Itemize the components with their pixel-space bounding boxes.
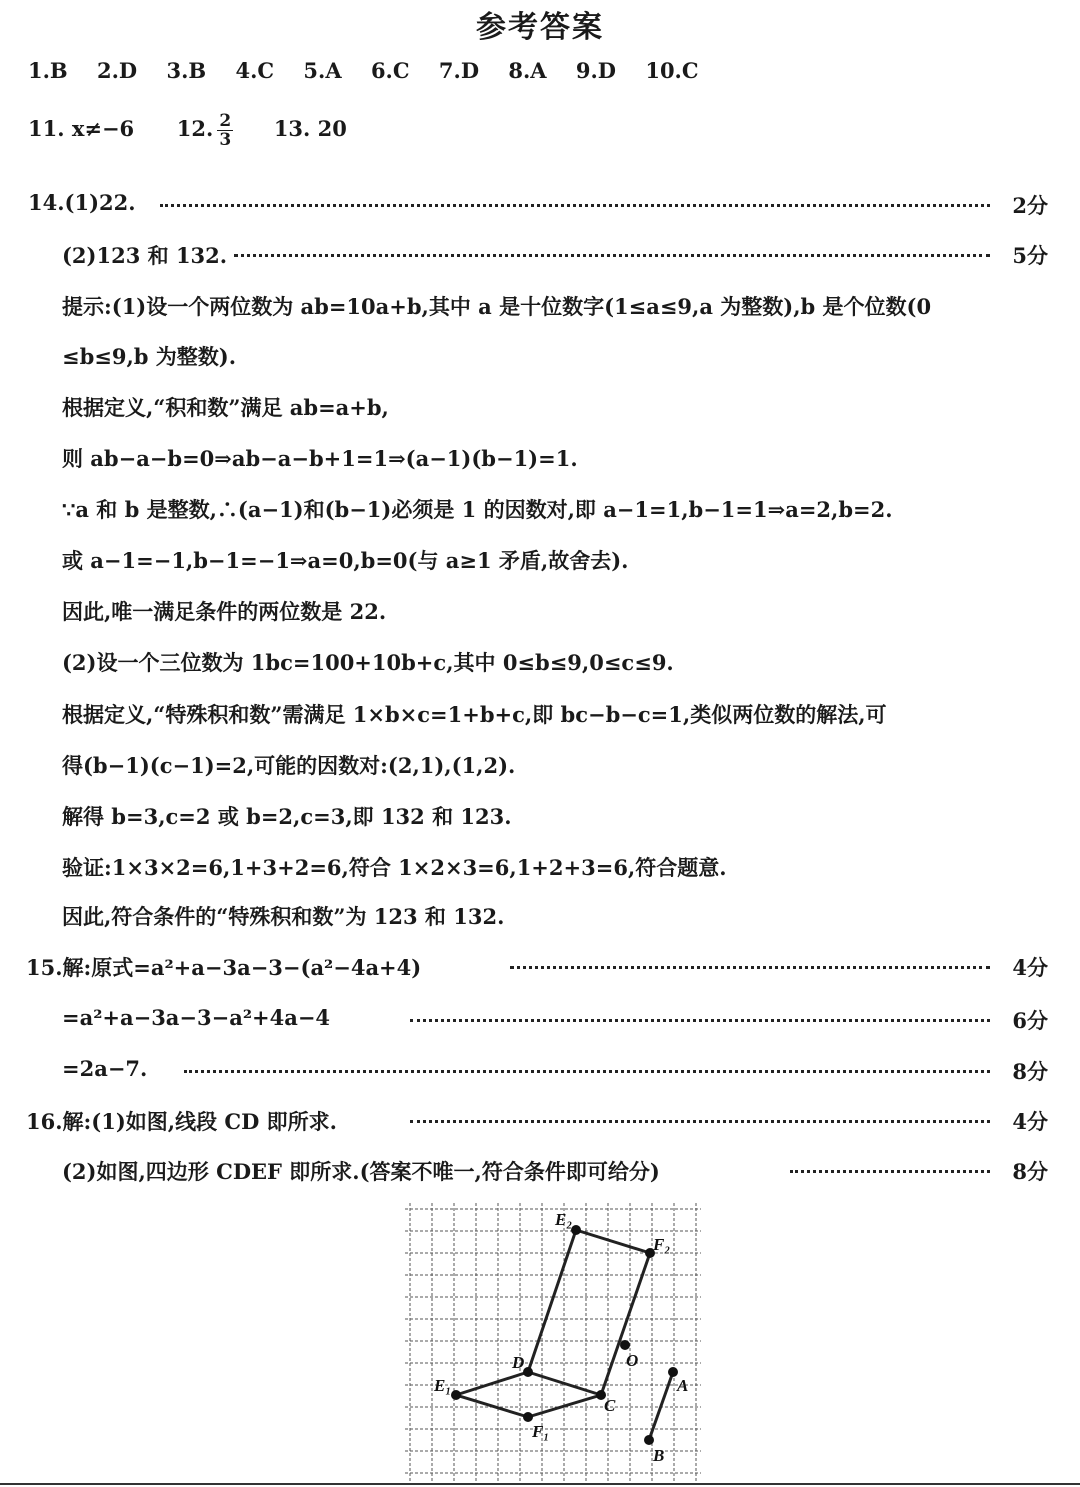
answer-11: 11. x≠−6 [28,116,135,141]
leader-dots [510,966,990,969]
q14-part2-row [0,240,1080,270]
fraction-denominator: 3 [219,130,232,150]
hint-line-12: 验证:1×3×2=6,1+3+2=6,符合 1×2×3=6,1+2+3=6,符合题意. [62,855,727,880]
q15-line1-points: 4分 [1006,952,1048,982]
segment-e2f2 [576,1230,650,1253]
answer-1: 1.B [28,58,68,83]
hint-line-6: 或 a−1=−1,b−1=−1⇒a=0,b=0(与 a≥1 矛盾,故舍去). [62,548,629,573]
answer-9: 9.D [575,58,617,83]
answer-13: 13. 20 [273,116,347,141]
q16-line2-row [0,1156,1080,1186]
point-d [523,1367,533,1377]
point-f1 [523,1412,533,1422]
q16-line2: (2)如图,四边形 CDEF 即所求.(答案不唯一,符合条件即可给分) [62,1156,666,1186]
point-b [644,1435,654,1445]
hint-line-13: 因此,符合条件的“特殊积和数”为 123 和 132. [62,904,505,929]
hint-line-11: 解得 b=3,c=2 或 b=2,c=3,即 132 和 123. [62,804,512,829]
grid-figure [405,1203,701,1483]
hint-line-5: ∵a 和 b 是整数,∴(a−1)和(b−1)必须是 1 的因数对,即 a−1=1,b−1=1⇒a=2,b=2. [62,497,893,522]
leader-dots [234,254,990,257]
hint-line-8: (2)设一个三位数为 1bc=100+10b+c,其中 0≤b≤9,0≤c≤9. [62,650,674,675]
q16-line2-points: 8分 [1006,1156,1048,1186]
leader-dots [410,1120,990,1123]
label-f2: F₂ [653,1235,671,1254]
q14-part1-row [0,190,1080,220]
hint-line-9: 根据定义,“特殊积和数”需满足 1×b×c=1+b+c,即 bc−b−c=1,类似两位数的解法,可 [62,702,887,727]
hint-line-4: 则 ab−a−b=0⇒ab−a−b+1=1⇒(a−1)(b−1)=1. [62,446,578,471]
q15-line3-row [0,1056,1080,1086]
segment-ab [649,1372,673,1440]
fraction-numerator: 2 [219,111,232,131]
hint-line-1: 提示:(1)设一个两位数为 ab=10a+b,其中 a 是十位数字(1≤a≤9,a 为整数),b 是个位数(0 [62,294,932,319]
leader-dots [410,1019,990,1022]
q14-part2: (2)123 和 132. [62,240,233,270]
hint-line-2: ≤b≤9,b 为整数). [62,344,237,369]
answer-10: 10.C [645,58,699,83]
q15-line3-points: 8分 [1006,1056,1048,1086]
segment-de2 [528,1230,576,1372]
point-e2 [571,1225,581,1235]
fill-in-answers [28,112,347,149]
q16-line1: 16.解:(1)如图,线段 CD 即所求. [26,1106,343,1136]
answer-3: 3.B [166,58,207,83]
q15-line2: =a²+a−3a−3−a²+4a−4 [62,1005,336,1030]
q15-line3: =2a−7. [62,1056,153,1081]
answer-4: 4.C [235,58,275,83]
segment-e1f1 [456,1395,528,1417]
page-title: 参考答案 [476,10,604,45]
point-e1 [451,1390,461,1400]
label-d: D [512,1353,525,1372]
q15-line1: 15.解:原式=a²+a−3a−3−(a²−4a+4) [26,952,427,982]
leader-dots [184,1070,990,1073]
answer-2: 2.D [97,58,138,83]
segment-e1d [456,1372,528,1395]
answer-8: 8.A [508,58,547,83]
q15-line1-row [0,952,1080,982]
leader-dots [160,204,990,207]
q14-part2-points: 5分 [1006,240,1048,270]
q15-line2-points: 6分 [1006,1005,1048,1035]
label-e2: E₂ [555,1210,573,1229]
point-o [620,1340,630,1350]
label-e1: E₁ [434,1376,452,1395]
hint-line-10: 得(b−1)(c−1)=2,可能的因数对:(2,1),(1,2). [62,753,516,778]
answer-6: 6.C [370,58,410,83]
q16-line1-row [0,1106,1080,1136]
label-f1: F₁ [532,1422,550,1441]
bottom-border [0,1483,1080,1485]
hint-line-3: 根据定义,“积和数”满足 ab=a+b, [62,395,389,420]
label-b: B [653,1446,665,1465]
answer-5: 5.A [303,58,342,83]
multiple-choice-answers [28,58,721,83]
label-a: A [677,1376,689,1395]
hint-line-7: 因此,唯一满足条件的两位数是 22. [62,599,387,624]
q14-part1-points: 2分 [1006,190,1048,220]
label-o: O [626,1351,639,1370]
label-c: C [604,1396,616,1415]
answer-12-fraction [217,112,233,149]
q14-part1: 14.(1)22. [28,190,142,215]
q15-line2-row [0,1005,1080,1035]
answer-7: 7.D [438,58,480,83]
leader-dots [790,1170,990,1173]
answer-12-label: 12. [176,116,214,141]
q16-line1-points: 4分 [1006,1106,1048,1136]
